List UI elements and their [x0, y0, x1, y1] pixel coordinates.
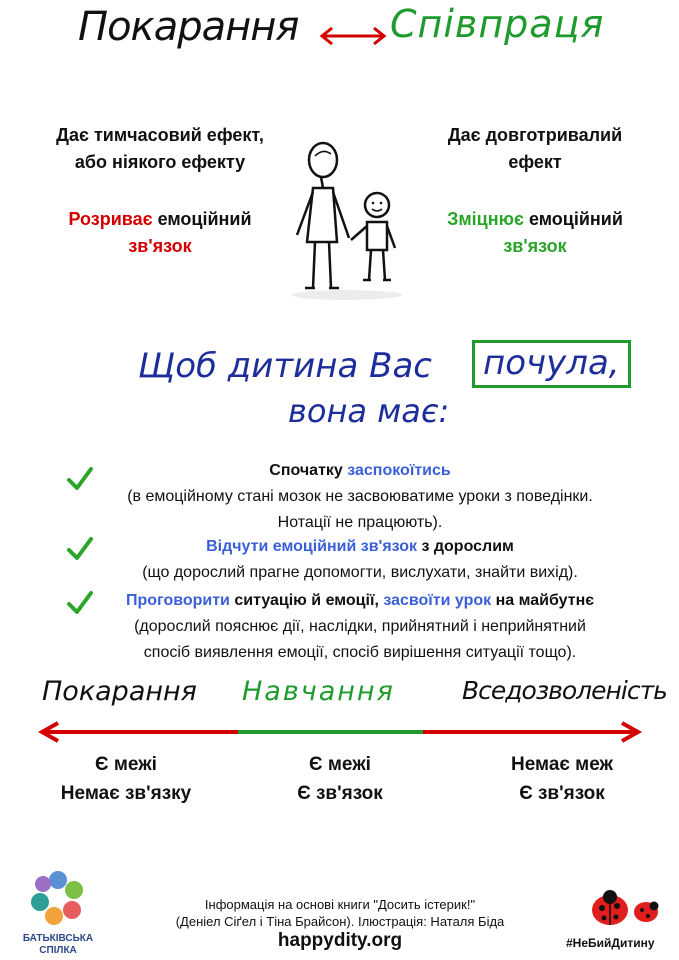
parents-union-logo — [18, 870, 98, 957]
spectrum-column-2 — [240, 750, 440, 808]
ladybugs-icon — [586, 888, 666, 934]
step-1-lead: Спочатку — [269, 462, 343, 479]
punishment-bond-word: зв'язок — [128, 236, 192, 256]
punishment-column — [35, 122, 285, 260]
punishment-effect-line2: або ніякого ефекту — [74, 152, 246, 172]
step-1-line2: (в емоційному стані мозок не засвоюватиме уроки з поведінки. — [127, 488, 593, 505]
spectrum-col1-line2: Немає зв'язку — [60, 783, 192, 804]
spectrum-arrow — [38, 720, 643, 744]
step-2-highlight: Відчути емоційний зв'язок — [206, 538, 418, 555]
logo-line2: СПІЛКА — [39, 945, 77, 956]
hashtag: #НеБийДитину — [566, 936, 655, 950]
step-3-line3: спосіб виявлення емоції, спосіб вирішення ситуації тощо). — [143, 644, 577, 661]
spectrum-label-permissiveness: Вседозволеність — [462, 676, 667, 705]
cooperation-effect-line1: Дає довготривалий — [447, 125, 623, 145]
footer-info-line2: (Деніел Сіґел і Тіна Брайсон). Ілюстрація: Наталя Біда — [175, 914, 505, 929]
spectrum-column-3 — [462, 750, 662, 808]
spectrum-column-1 — [26, 750, 226, 808]
punishment-bond-rest: емоційний — [157, 209, 252, 229]
spectrum-label-learning: Навчання — [242, 676, 395, 707]
step-1 — [60, 458, 660, 536]
spectrum-col2-line2: Є зв'язок — [297, 783, 383, 804]
site-link[interactable]: happydity.org — [277, 930, 403, 951]
step-2 — [60, 534, 660, 586]
spectrum-label-punishment: Покарання — [42, 676, 197, 707]
step-1-line3: Нотації не працюють). — [277, 514, 443, 531]
cooperation-bond-rest: емоційний — [528, 209, 623, 229]
parents-union-logo-icon — [30, 870, 86, 926]
phrase-part1: Щоб дитина Вас — [138, 346, 432, 386]
spectrum-col2-line1: Є межі — [309, 754, 371, 775]
footer-info — [150, 896, 530, 949]
double-arrow-icon — [318, 24, 388, 48]
cooperation-bond-verb: Зміцнює — [447, 209, 524, 229]
logo-line1: БАТЬКІВСЬКА — [22, 933, 94, 944]
punishment-effect-line1: Дає тимчасовий ефект, — [56, 125, 264, 145]
spectrum-col3-line2: Є зв'язок — [519, 783, 605, 804]
phrase-part2: вона має: — [288, 392, 450, 430]
step-2-line2: (що дорослий прагне допомогти, вислухати, знайти вихід). — [142, 564, 578, 581]
step-3-highlight2: засвоїти урок — [383, 592, 492, 609]
spectrum-col3-line1: Немає меж — [510, 754, 614, 775]
spectrum-col1-line1: Є межі — [95, 754, 157, 775]
step-1-highlight: заспокоїтись — [347, 462, 451, 479]
parent-child-illustration — [285, 130, 415, 305]
step-3-rest: на майбутнє — [495, 592, 595, 609]
step-3-mid: ситуацію й емоції, — [234, 592, 379, 609]
punishment-bond-verb: Розриває — [68, 209, 153, 229]
title-cooperation: Співпраця — [390, 2, 605, 46]
step-3-highlight1: Проговорити — [125, 592, 230, 609]
step-2-rest: з дорослим — [421, 538, 514, 555]
title-punishment: Покарання — [78, 4, 299, 50]
step-3 — [60, 588, 660, 666]
phrase-boxed-word: почула, — [472, 340, 631, 388]
cooperation-effect-line2: ефект — [508, 152, 562, 172]
cooperation-column — [410, 122, 660, 260]
cooperation-bond-word: зв'язок — [503, 236, 567, 256]
footer-info-line1: Інформація на основі книги "Досить істерик!" — [204, 897, 476, 912]
step-3-line2: (дорослий пояснює дії, наслідки, прийнятний і неприйнятний — [134, 618, 586, 635]
